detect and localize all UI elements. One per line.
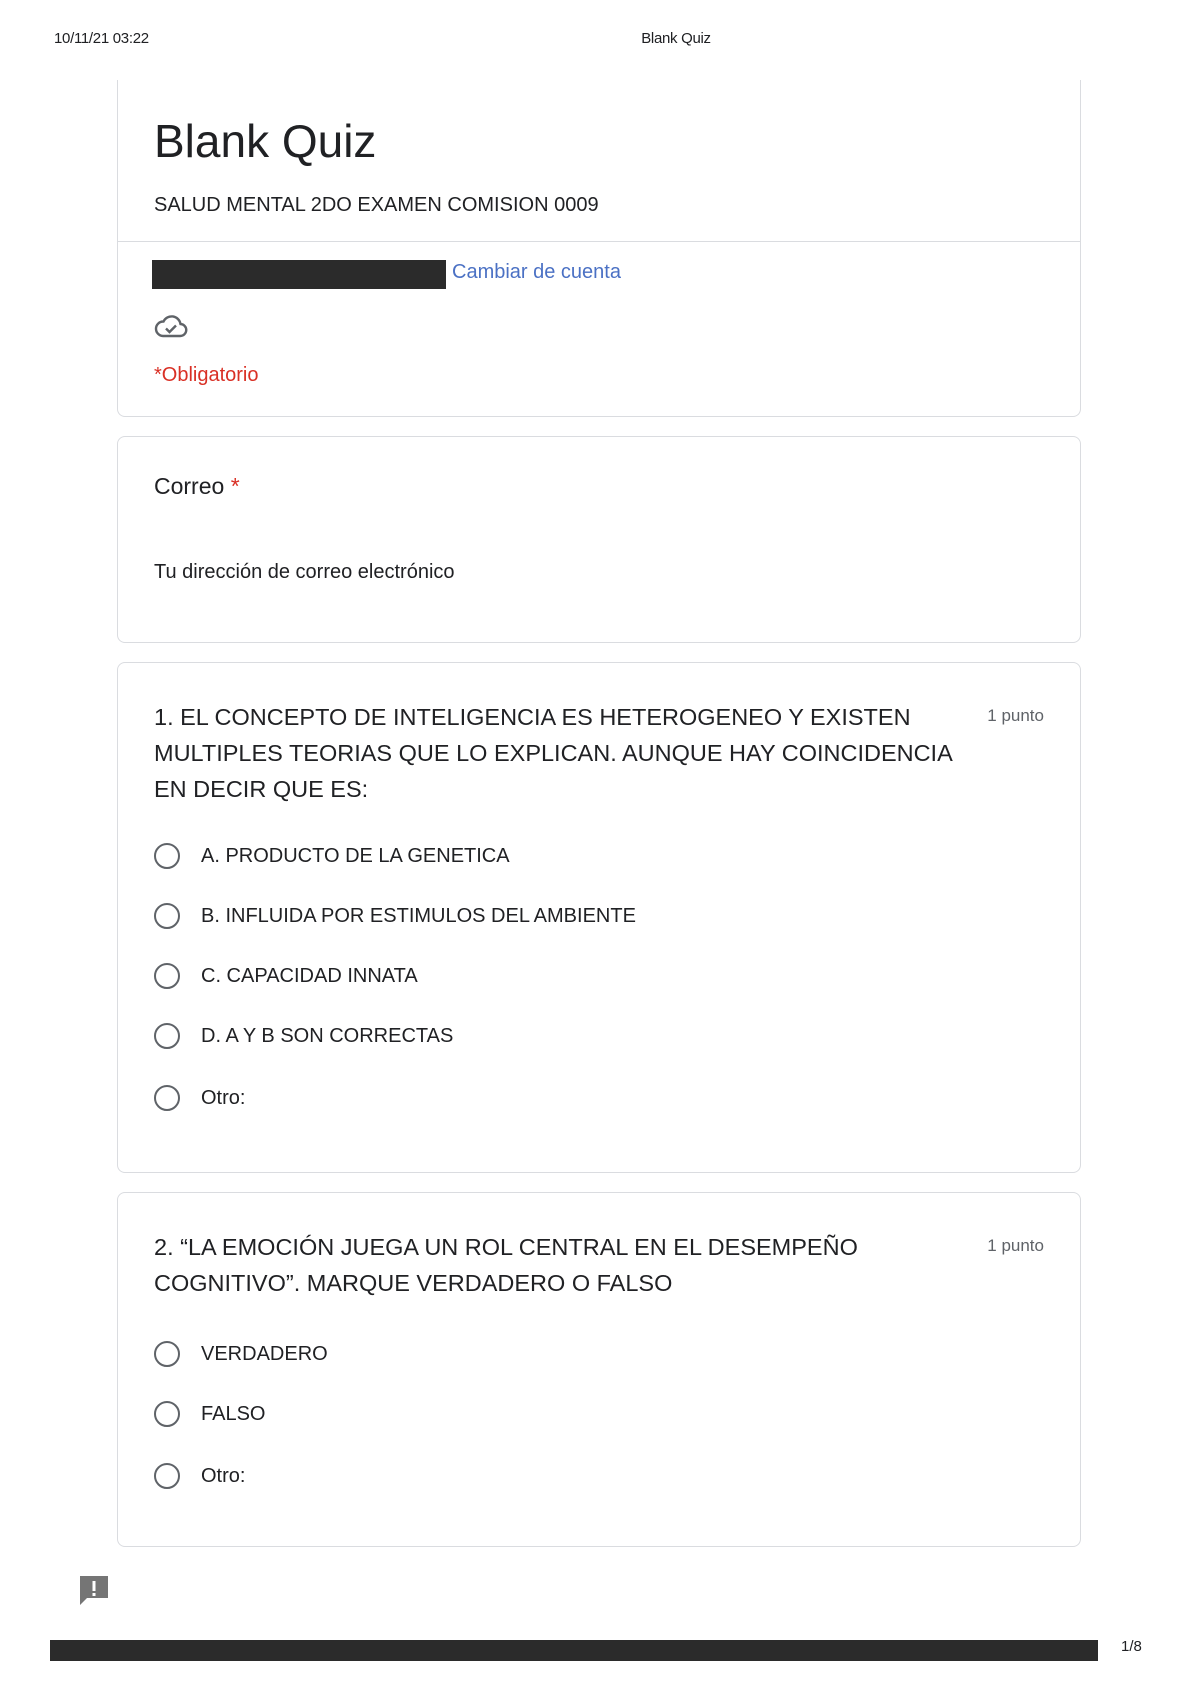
radio-option[interactable] (154, 839, 510, 873)
footer-url-redacted (50, 1640, 1098, 1661)
option-label: Otro: (201, 1464, 246, 1487)
question-card-2 (117, 1192, 1081, 1547)
option-label: B. INFLUIDA POR ESTIMULOS DEL AMBIENTE (201, 904, 636, 927)
radio-button[interactable] (154, 1463, 180, 1489)
radio-option-other[interactable] (154, 1081, 245, 1115)
email-label (154, 473, 240, 500)
cloud-check-icon (154, 312, 188, 340)
radio-button[interactable] (154, 1341, 180, 1367)
radio-option-other[interactable] (154, 1459, 245, 1493)
question-points: 1 punto (987, 1236, 1044, 1255)
email-question-card (117, 436, 1081, 643)
radio-option[interactable] (154, 1397, 265, 1431)
radio-button[interactable] (154, 903, 180, 929)
required-star: * (230, 473, 240, 499)
option-label: VERDADERO (201, 1342, 328, 1365)
radio-option[interactable] (154, 1337, 328, 1371)
radio-button[interactable] (154, 1023, 180, 1049)
print-title: Blank Quiz (641, 30, 711, 47)
option-label: C. CAPACIDAD INNATA (201, 964, 418, 987)
question-text: 2. “LA EMOCIÓN JUEGA UN ROL CENTRAL EN EL DESEMPEÑO COGNITIVO”. MARQUE VERDADERO O FALSO (154, 1234, 858, 1296)
form-header-card (117, 80, 1081, 417)
email-input[interactable]: Tu dirección de correo electrónico (154, 561, 455, 583)
radio-button[interactable] (154, 843, 180, 869)
option-label: FALSO (201, 1402, 266, 1425)
radio-button[interactable] (154, 1085, 180, 1111)
print-date: 10/11/21 03:22 (54, 30, 149, 47)
email-label-text: Correo (154, 473, 225, 499)
account-email-redacted (152, 260, 446, 289)
form-description: SALUD MENTAL 2DO EXAMEN COMISION 0009 (154, 194, 599, 216)
radio-option[interactable] (154, 959, 418, 993)
switch-account-link[interactable]: Cambiar de cuenta (452, 261, 621, 283)
header-divider (118, 241, 1080, 242)
question-points: 1 punto (987, 706, 1044, 725)
radio-option[interactable] (154, 899, 636, 933)
option-label: A. PRODUCTO DE LA GENETICA (201, 844, 510, 867)
required-note: *Obligatorio (154, 364, 259, 386)
question-card-1 (117, 662, 1081, 1173)
question-text: 1. EL CONCEPTO DE INTELIGENCIA ES HETEROGENEO Y EXISTEN MULTIPLES TEORIAS QUE LO EXPLICAN. AUNQUE HAY COINCIDENCIA EN DECIR QUE ES: (154, 704, 952, 802)
radio-button[interactable] (154, 1401, 180, 1427)
option-label: D. A Y B SON CORRECTAS (201, 1024, 454, 1047)
page-number: 1/8 (1121, 1638, 1142, 1655)
option-label: Otro: (201, 1086, 246, 1109)
form-title: Blank Quiz (154, 115, 377, 167)
radio-button[interactable] (154, 963, 180, 989)
radio-option[interactable] (154, 1019, 453, 1053)
report-problem-icon[interactable] (77, 1573, 111, 1607)
